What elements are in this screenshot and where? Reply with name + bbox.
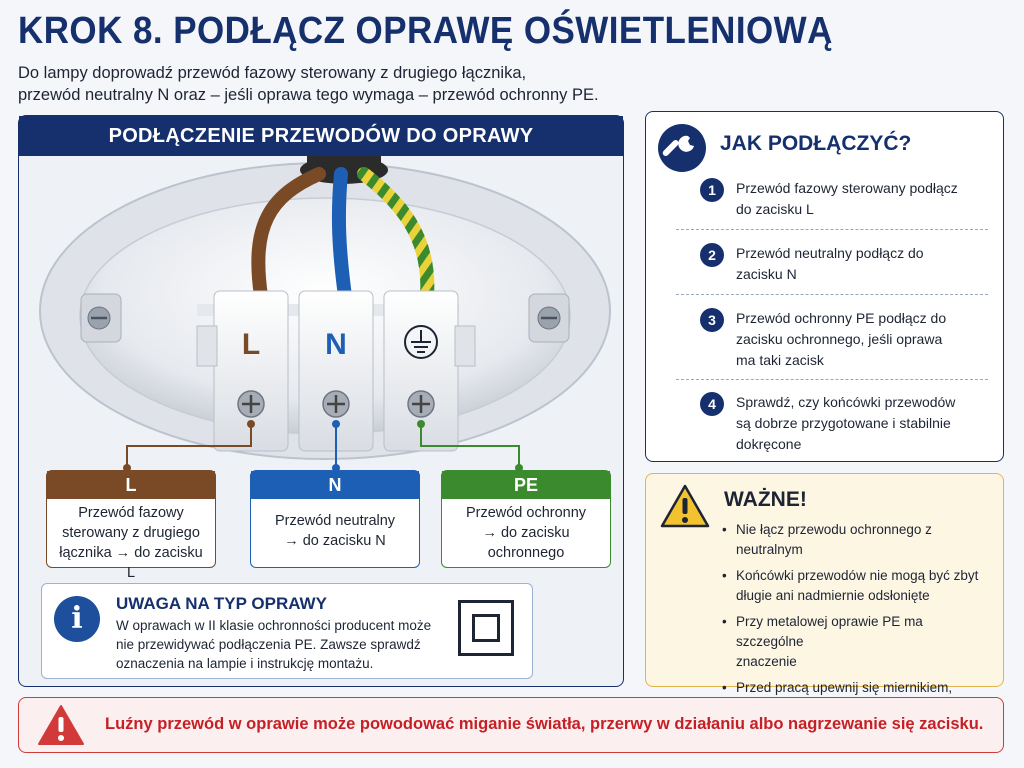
page-title: KROK 8. PODŁĄCZ OPRAWĘ OŚWIETLENIOWĄ xyxy=(18,10,833,52)
note-line: W oprawach w II klasie ochronności producent może xyxy=(116,618,432,633)
important-line: • Przed pracą upewnij się miernikiem, xyxy=(736,680,953,695)
intro-line: Do lampy doprowadź przewód fazowy sterowany z drugiego łącznika, xyxy=(18,64,527,82)
intro-text xyxy=(18,62,599,106)
step-number: 1 xyxy=(700,178,724,202)
wire-label-box-n xyxy=(250,470,420,568)
diagram-panel-header: PODŁĄCZENIE PRZEWODÓW DO OPRAWY xyxy=(19,116,623,156)
info-icon: i xyxy=(54,596,100,642)
important-line: • Przy metalowej oprawie PE ma szczególne xyxy=(736,614,923,649)
terminal-label-l: L xyxy=(241,328,261,361)
note-line: oznaczenia na lampie i instrukcję montażu. xyxy=(116,656,374,671)
step-text xyxy=(736,392,976,455)
wire-description-line: Przewód fazowy xyxy=(78,505,184,521)
howto-panel xyxy=(645,111,1004,462)
step-divider xyxy=(676,294,988,295)
important-title: WAŻNE! xyxy=(724,488,807,511)
wire-label-pe: PE xyxy=(442,471,610,499)
intro-line: przewód neutralny N oraz – jeśli oprawa tego wymaga – przewód ochronny PE. xyxy=(18,86,599,104)
important-item xyxy=(720,612,990,672)
wire-description-n xyxy=(251,499,419,555)
note-title: UWAGA NA TYP OPRAWY xyxy=(116,594,327,613)
terminal-screw xyxy=(323,391,349,417)
loose-wire-alert xyxy=(18,697,1004,753)
step-divider xyxy=(676,379,988,380)
wire-description-pe xyxy=(442,499,610,567)
important-list xyxy=(720,520,990,724)
step-line: Sprawdź, czy końcówki przewodów xyxy=(736,394,956,410)
wrench-icon xyxy=(658,124,706,172)
important-line: • Nie łącz przewodu ochronnego z neutralnym xyxy=(736,522,932,557)
fixture-type-note xyxy=(41,583,533,679)
alert-text: Luźny przewód w oprawie może powodować miganie światła, przerwy w działaniu albo nagrzewanie się zacisku. xyxy=(105,715,984,733)
important-item xyxy=(720,520,990,560)
step-text xyxy=(736,308,976,371)
wire-description-line: łącznika → do zacisku L xyxy=(59,545,203,581)
alert-triangle-icon xyxy=(37,704,85,746)
step-line: do zacisku L xyxy=(736,201,814,217)
step-line: Przewód fazowy sterowany podłącz xyxy=(736,180,958,196)
howto-title: JAK PODŁĄCZYĆ? xyxy=(720,132,912,155)
important-line: długie ani nadmiernie odsłonięte xyxy=(736,588,930,603)
step-line: ma taki zacisk xyxy=(736,352,824,368)
terminal-label-n: N xyxy=(325,328,347,361)
step-text xyxy=(736,178,976,220)
important-line: • Końcówki przewodów nie mogą być zbyt xyxy=(736,568,979,583)
step-line: Przewód ochronny PE podłącz do xyxy=(736,310,947,326)
note-text xyxy=(116,616,446,673)
step-divider xyxy=(676,229,988,230)
step-line: Przewód neutralny podłącz do xyxy=(736,245,924,261)
wire-label-n: N xyxy=(251,471,419,499)
mounting-screw-left xyxy=(81,294,121,342)
step-line: dokręcone xyxy=(736,436,802,452)
wire-description-line: Przewód neutralny xyxy=(274,513,396,529)
wire-description-l xyxy=(47,499,215,587)
wiring-diagram-panel xyxy=(18,115,624,687)
class-ii-icon xyxy=(458,600,514,656)
wire-description-line: ochronnego xyxy=(487,545,565,561)
wire-label-l: L xyxy=(47,471,215,499)
step-line: są dobrze przygotowane i stabilnie xyxy=(736,415,951,431)
wire-label-box-pe xyxy=(441,470,611,568)
step-line: zacisku N xyxy=(736,266,797,282)
step-number: 4 xyxy=(700,392,724,416)
wire-description-line: → do zacisku xyxy=(482,525,570,541)
wire-description-line: sterowany z drugiego xyxy=(62,525,200,541)
step-text xyxy=(736,243,976,285)
important-line: znaczenie xyxy=(736,654,797,669)
warning-icon xyxy=(660,484,710,528)
wire-label-box-l xyxy=(46,470,216,581)
wire-n xyxy=(339,174,345,296)
step-number: 2 xyxy=(700,243,724,267)
important-item xyxy=(720,566,990,606)
wire-description-line: → do zacisku N xyxy=(284,533,386,549)
terminal-screw xyxy=(408,391,434,417)
important-panel xyxy=(645,473,1004,695)
step-number: 3 xyxy=(700,308,724,332)
wire-description-line: Przewód ochronny xyxy=(465,505,587,521)
mounting-screw-right xyxy=(529,294,569,342)
step-line: zacisku ochronnego, jeśli oprawa xyxy=(736,331,943,347)
terminal-screw xyxy=(238,391,264,417)
note-line: nie przewidywać podłączenia PE. Zawsze sprawdź xyxy=(116,637,421,652)
